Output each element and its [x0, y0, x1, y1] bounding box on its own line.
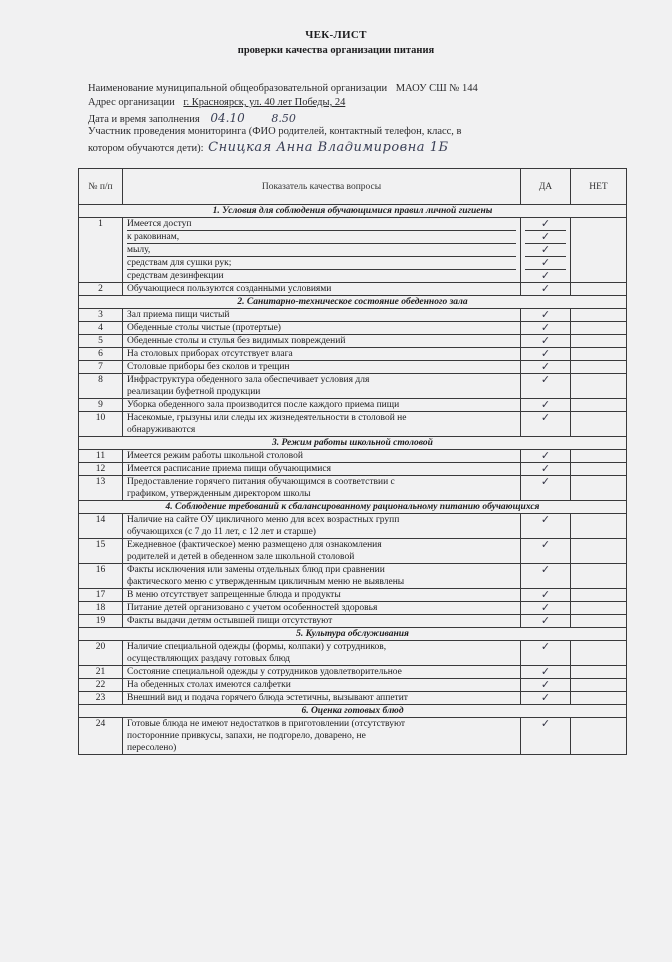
row-number: 8: [79, 374, 123, 399]
row-question: [123, 476, 521, 501]
yes-check: [521, 374, 571, 399]
question-line: Обеденные столы чистые (протертые): [127, 323, 281, 333]
no-cell: [571, 374, 627, 399]
address-label: Адрес организации: [88, 97, 175, 108]
yes-check: [521, 361, 571, 374]
check-mark-icon: ✓: [525, 243, 566, 256]
table-row: [79, 564, 627, 589]
address-line: [88, 97, 345, 108]
table-row: [79, 309, 627, 322]
section-header: [79, 437, 627, 450]
table-row: [79, 412, 627, 437]
question-line: Питание детей организовано с учетом особенностей здоровья: [127, 603, 378, 613]
section-header: [79, 501, 627, 514]
check-mark-icon: ✓: [525, 230, 566, 243]
no-cell: [571, 412, 627, 437]
section-header: [79, 628, 627, 641]
table-row: [79, 514, 627, 539]
question-line: к раковинам,: [127, 230, 516, 243]
row-number: 15: [79, 539, 123, 564]
row-question: [123, 514, 521, 539]
yes-check: [521, 589, 571, 602]
check-mark-icon: ✓: [540, 602, 551, 614]
table-row: [79, 218, 627, 283]
question-line: осуществляющих раздачу готовых блюд: [127, 654, 291, 664]
check-mark-icon: ✓: [540, 335, 551, 347]
org-line: [88, 83, 478, 94]
check-mark-icon: ✓: [540, 309, 551, 321]
section-title: 5. Культура обслуживания: [79, 628, 627, 641]
yes-check: [521, 564, 571, 589]
row-number: 21: [79, 666, 123, 679]
yes-check: [521, 348, 571, 361]
question-line: обнаруживаются: [127, 425, 196, 435]
check-mark-icon: ✓: [540, 322, 551, 334]
table-row: [79, 348, 627, 361]
table-row: [79, 322, 627, 335]
table-header-row: [79, 169, 627, 205]
table-row: [79, 476, 627, 501]
table-row: [79, 450, 627, 463]
question-line: В меню отсутствует запрещенные блюда и продукты: [127, 590, 341, 600]
question-line: Факты исключения или замены отдельных блюд при сравнении: [127, 565, 385, 575]
yes-check: [521, 283, 571, 296]
question-line: Готовые блюда не имеют недостатков в приготовлении (отсутствуют: [127, 719, 406, 729]
check-mark-icon: ✓: [540, 450, 551, 462]
question-line: Предоставление горячего питания обучающимся в соответствии с: [127, 477, 395, 487]
question-line: Обучающиеся пользуются созданными условиями: [127, 284, 332, 294]
table-row: [79, 718, 627, 755]
check-mark-icon: ✓: [540, 283, 551, 295]
row-question: [123, 374, 521, 399]
check-mark-icon: ✓: [540, 218, 551, 230]
document-subtitle: проверки качества организации питания: [237, 45, 435, 56]
question-line: средствам дезинфекции: [127, 269, 516, 282]
row-number: 2: [79, 283, 123, 296]
row-number: 20: [79, 641, 123, 666]
no-cell: [571, 514, 627, 539]
row-number: 14: [79, 514, 123, 539]
check-mark-icon: ✓: [540, 539, 551, 551]
table-row: [79, 374, 627, 399]
yes-check: [521, 641, 571, 666]
row-question: [123, 361, 521, 374]
no-cell: [571, 476, 627, 501]
row-number: 24: [79, 718, 123, 755]
yes-check: [521, 692, 571, 705]
row-number: 7: [79, 361, 123, 374]
date-value: 04.10: [210, 111, 245, 125]
yes-check: [521, 666, 571, 679]
row-number: 3: [79, 309, 123, 322]
no-cell: [571, 218, 627, 283]
row-number: 23: [79, 692, 123, 705]
col-header-num: № п/п: [79, 169, 123, 205]
no-cell: [571, 361, 627, 374]
col-header-no: НЕТ: [571, 169, 627, 205]
participant-line-2: [88, 140, 449, 155]
question-line: Уборка обеденного зала производится после каждого приема пищи: [127, 400, 400, 410]
org-label: Наименование муниципальной общеобразовательной организации: [88, 83, 388, 94]
row-question: [123, 218, 521, 283]
check-mark-icon: ✓: [540, 692, 551, 704]
no-cell: [571, 666, 627, 679]
row-question: [123, 309, 521, 322]
check-mark-icon: ✓: [540, 514, 551, 526]
table-row: [79, 335, 627, 348]
question-line: родителей и детей в обеденном зале школьной столовой: [127, 552, 355, 562]
question-line: На обеденных столах имеются салфетки: [127, 680, 291, 690]
check-mark-icon: ✓: [540, 412, 551, 424]
table-row: [79, 692, 627, 705]
check-mark-icon: ✓: [540, 679, 551, 691]
check-mark-icon: ✓: [525, 269, 566, 282]
row-number: 6: [79, 348, 123, 361]
check-mark-icon: ✓: [540, 615, 551, 627]
check-mark-icon: ✓: [540, 374, 551, 386]
row-number: 5: [79, 335, 123, 348]
checklist-table: [78, 168, 627, 755]
row-question: [123, 399, 521, 412]
no-cell: [571, 679, 627, 692]
row-question: [123, 335, 521, 348]
table-row: [79, 399, 627, 412]
no-cell: [571, 602, 627, 615]
question-line: Имеется доступ: [127, 219, 192, 229]
col-header-yes: ДА: [521, 169, 571, 205]
row-question: [123, 692, 521, 705]
table-row: [79, 615, 627, 628]
question-line: Наличие специальной одежды (формы, колпаки) у сотрудников,: [127, 642, 387, 652]
no-cell: [571, 692, 627, 705]
no-cell: [571, 309, 627, 322]
row-number: 22: [79, 679, 123, 692]
yes-check: [521, 679, 571, 692]
no-cell: [571, 564, 627, 589]
section-header: [79, 205, 627, 218]
row-question: [123, 348, 521, 361]
table-row: [79, 679, 627, 692]
row-number: 19: [79, 615, 123, 628]
row-question: [123, 666, 521, 679]
row-question: [123, 641, 521, 666]
participant-value: Сницкая Анна Владимировна 1Б: [208, 140, 449, 155]
question-line: Обеденные столы и стулья без видимых повреждений: [127, 336, 346, 346]
question-line: Факты выдачи детям остывшей пищи отсутствуют: [127, 616, 333, 626]
question-line: Ежедневное (фактическое) меню размещено для ознакомления: [127, 540, 382, 550]
question-line: Имеется режим работы школьной столовой: [127, 451, 303, 461]
date-label: Дата и время заполнения: [88, 114, 200, 125]
question-line: посторонние привкусы, запахи, не подгорело, доварено, не: [127, 731, 366, 741]
question-line: обучающихся (с 7 до 11 лет, с 12 лет и старше): [127, 527, 316, 537]
row-question: [123, 589, 521, 602]
table-row: [79, 463, 627, 476]
check-mark-icon: ✓: [540, 476, 551, 488]
no-cell: [571, 641, 627, 666]
yes-check: [521, 450, 571, 463]
yes-check: [521, 335, 571, 348]
row-number: 12: [79, 463, 123, 476]
yes-check: [521, 539, 571, 564]
row-question: [123, 539, 521, 564]
question-line: пересолено): [127, 743, 177, 753]
table-row: [79, 539, 627, 564]
check-mark-icon: ✓: [525, 256, 566, 269]
yes-check: [521, 322, 571, 335]
checklist-body: [79, 205, 627, 755]
no-cell: [571, 615, 627, 628]
section-title: 6. Оценка готовых блюд: [79, 705, 627, 718]
check-mark-icon: ✓: [540, 589, 551, 601]
row-question: [123, 283, 521, 296]
org-value: МАОУ СШ № 144: [395, 83, 478, 94]
row-question: [123, 679, 521, 692]
check-mark-icon: ✓: [540, 666, 551, 678]
question-line: Наличие на сайте ОУ цикличного меню для всех возрастных групп: [127, 515, 400, 525]
check-mark-icon: ✓: [540, 641, 551, 653]
no-cell: [571, 718, 627, 755]
row-number: 4: [79, 322, 123, 335]
row-question: [123, 463, 521, 476]
row-number: 10: [79, 412, 123, 437]
document-title: ЧЕК-ЛИСТ: [305, 29, 367, 41]
question-line: графиком, утвержденным директором школы: [127, 489, 311, 499]
question-line: Насекомые, грызуны или следы их жизнедеятельности в столовой не: [127, 413, 407, 423]
question-line: Состояние специальной одежды у сотрудников удовлетворительное: [127, 667, 402, 677]
yes-check: [521, 218, 571, 283]
row-question: [123, 412, 521, 437]
no-cell: [571, 450, 627, 463]
table-row: [79, 283, 627, 296]
no-cell: [571, 589, 627, 602]
row-number: 18: [79, 602, 123, 615]
participant-label: котором обучаются дети):: [88, 143, 204, 154]
no-cell: [571, 348, 627, 361]
yes-check: [521, 602, 571, 615]
question-line: Столовые приборы без сколов и трещин: [127, 362, 290, 372]
address-value: г. Красноярск, ул. 40 лет Победы, 24: [183, 97, 346, 108]
no-cell: [571, 283, 627, 296]
yes-check: [521, 463, 571, 476]
question-line: реализации буфетной продукции: [127, 387, 261, 397]
no-cell: [571, 322, 627, 335]
table-row: [79, 666, 627, 679]
row-question: [123, 450, 521, 463]
section-title: 1. Условия для соблюдения обучающимися правил личной гигиены: [79, 205, 627, 218]
row-question: [123, 564, 521, 589]
no-cell: [571, 539, 627, 564]
row-number: 9: [79, 399, 123, 412]
row-number: 11: [79, 450, 123, 463]
section-header: [79, 705, 627, 718]
check-mark-icon: ✓: [540, 399, 551, 411]
question-line: фактического меню с утвержденным цикличным меню не выявлены: [127, 577, 405, 587]
question-line: На столовых приборах отсутствует влага: [127, 349, 293, 359]
question-line: Имеется расписание приема пищи обучающимися: [127, 464, 331, 474]
check-mark-icon: ✓: [540, 348, 551, 360]
check-mark-icon: ✓: [540, 361, 551, 373]
row-number: 17: [79, 589, 123, 602]
question-line: мылу,: [127, 243, 516, 256]
check-mark-icon: ✓: [540, 718, 551, 730]
col-header-question: Показатель качества вопросы: [123, 169, 521, 205]
time-value: 8.50: [271, 112, 296, 125]
no-cell: [571, 335, 627, 348]
section-title: 2. Санитарно-техническое состояние обеденного зала: [79, 296, 627, 309]
question-line: Инфраструктура обеденного зала обеспечивает условия для: [127, 375, 370, 385]
row-question: [123, 322, 521, 335]
row-number: 13: [79, 476, 123, 501]
date-line: [88, 111, 296, 125]
table-row: [79, 589, 627, 602]
row-number: 16: [79, 564, 123, 589]
yes-check: [521, 514, 571, 539]
section-header: [79, 296, 627, 309]
participant-line-1: Участник проведения мониторинга (ФИО родителей, контактный телефон, класс, в: [88, 126, 462, 137]
yes-check: [521, 615, 571, 628]
yes-check: [521, 399, 571, 412]
section-title: 4. Соблюдение требований к сбалансированному рациональному питанию обучающихся: [79, 501, 627, 514]
no-cell: [571, 463, 627, 476]
table-row: [79, 641, 627, 666]
table-row: [79, 602, 627, 615]
yes-check: [521, 718, 571, 755]
no-cell: [571, 399, 627, 412]
yes-check: [521, 476, 571, 501]
check-mark-icon: ✓: [540, 564, 551, 576]
row-question: [123, 718, 521, 755]
row-question: [123, 615, 521, 628]
table-row: [79, 361, 627, 374]
question-line: Зал приема пищи чистый: [127, 310, 230, 320]
row-number: 1: [79, 218, 123, 283]
yes-check: [521, 309, 571, 322]
row-question: [123, 602, 521, 615]
question-line: Внешний вид и подача горячего блюда эстетичны, вызывают аппетит: [127, 693, 408, 703]
check-mark-icon: ✓: [540, 463, 551, 475]
yes-check: [521, 412, 571, 437]
section-title: 3. Режим работы школьной столовой: [79, 437, 627, 450]
question-line: средствам для сушки рук;: [127, 256, 516, 269]
